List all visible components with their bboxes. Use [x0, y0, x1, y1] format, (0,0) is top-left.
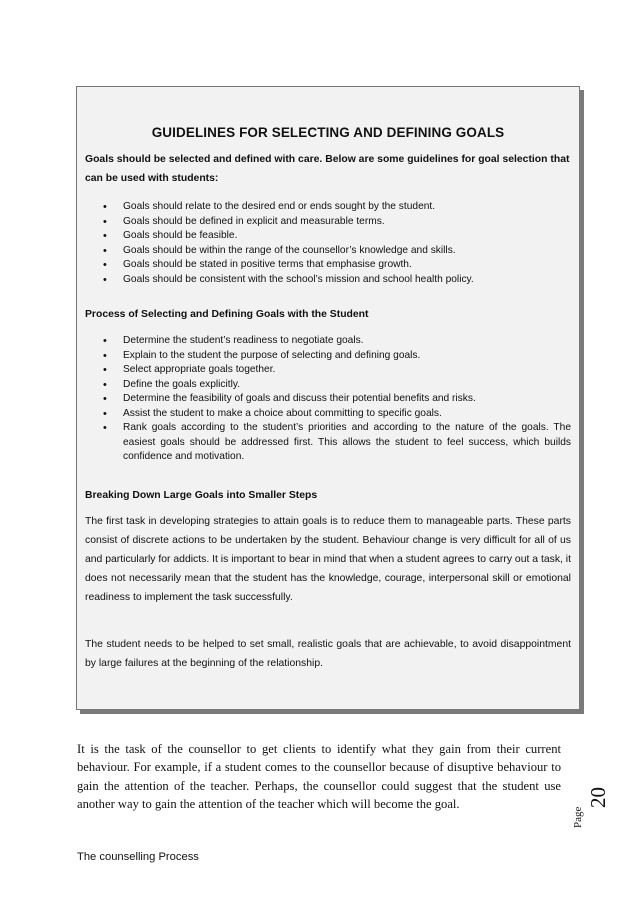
guidelines-intro: Goals should be selected and defined with care. Below are some guidelines for goal selection that can be used with students:: [85, 154, 570, 184]
list-item: • Goals should be defined in explicit and measurable terms.: [103, 215, 385, 228]
list-item: • Goals should be within the range of the counsellor’s knowledge and skills.: [103, 244, 456, 257]
breaking-heading: Breaking Down Large Goals into Smaller Steps: [85, 489, 318, 501]
bullet-icon: •: [103, 422, 107, 434]
bullet-icon: •: [103, 201, 107, 213]
list-item: • Select appropriate goals together.: [103, 364, 276, 376]
bullet-icon: •: [103, 230, 107, 242]
bullet-icon: •: [103, 259, 107, 271]
box-title: GUIDELINES FOR SELECTING AND DEFINING GOALS: [151, 125, 505, 140]
list-item: • Rank goals according to the student’s priorities and according to the nature of the goals. The easiest goals should be addressed first. This allows the student to feel success, which builds confidence and motivation.: [103, 422, 571, 462]
list-item: • Goals should relate to the desired end or ends sought by the student.: [103, 201, 436, 213]
bullet-icon: •: [103, 378, 107, 391]
closing-paragraph: The student needs to be helped to set small, realistic goals that are achievable, to avoid disappointment by large failures at the beginning of the relationship.: [85, 638, 571, 669]
bullet-icon: •: [103, 364, 107, 376]
list-item: • Determine the student’s readiness to negotiate goals.: [103, 335, 364, 347]
bullet-icon: •: [103, 393, 107, 405]
list-item: • Goals should be consistent with the school’s mission and school health policy.: [103, 273, 474, 286]
bullet-icon: •: [103, 215, 107, 228]
footer-text: The counselling Process: [77, 851, 199, 863]
list-item: • Goals should be feasible.: [103, 230, 238, 242]
list-item: • Goals should be stated in positive terms that emphasise growth.: [103, 259, 412, 271]
body-paragraph: It is the task of the counsellor to get clients to identify what they gain from their current behaviour. For example, if a student comes to the counsellor because of disuptive behaviour to gain the attention of the teacher. Perhaps, the counsellor could suggest that the student use another way to gain the attention of the teacher which will become the goal.: [77, 742, 561, 811]
bullet-icon: •: [103, 335, 107, 347]
guidelines-box: [76, 86, 580, 710]
page-number: [572, 762, 628, 830]
bullet-icon: •: [103, 273, 107, 286]
list-item: • Determine the feasibility of goals and discuss their potential benefits and risks.: [103, 393, 476, 405]
page-label: Page: [572, 806, 584, 828]
guidelines-list: [85, 200, 571, 287]
list-item: • Define the goals explicitly.: [103, 378, 241, 391]
bullet-icon: •: [103, 407, 107, 420]
list-item: • Explain to the student the purpose of selecting and defining goals.: [103, 349, 421, 362]
list-item: • Assist the student to make a choice about committing to specific goals.: [103, 407, 442, 420]
process-heading: Process of Selecting and Defining Goals with the Student: [85, 309, 369, 320]
process-steps-list: [85, 334, 571, 465]
breaking-paragraph: The first task in developing strategies to attain goals is to reduce them to manageable parts. These parts consist of discrete actions to be undertaken by the student. Behaviour change is very difficult for all of us and particularly for addicts. It is important to bear in mind that when a student agrees to carry out a task, it does not necessarily mean that the student has the knowledge, courage, interpersonal skill or emotional readiness to implement the task successfully.: [85, 515, 571, 603]
page-value: 20: [586, 787, 610, 808]
bullet-icon: •: [103, 244, 107, 257]
bullet-icon: •: [103, 349, 107, 362]
